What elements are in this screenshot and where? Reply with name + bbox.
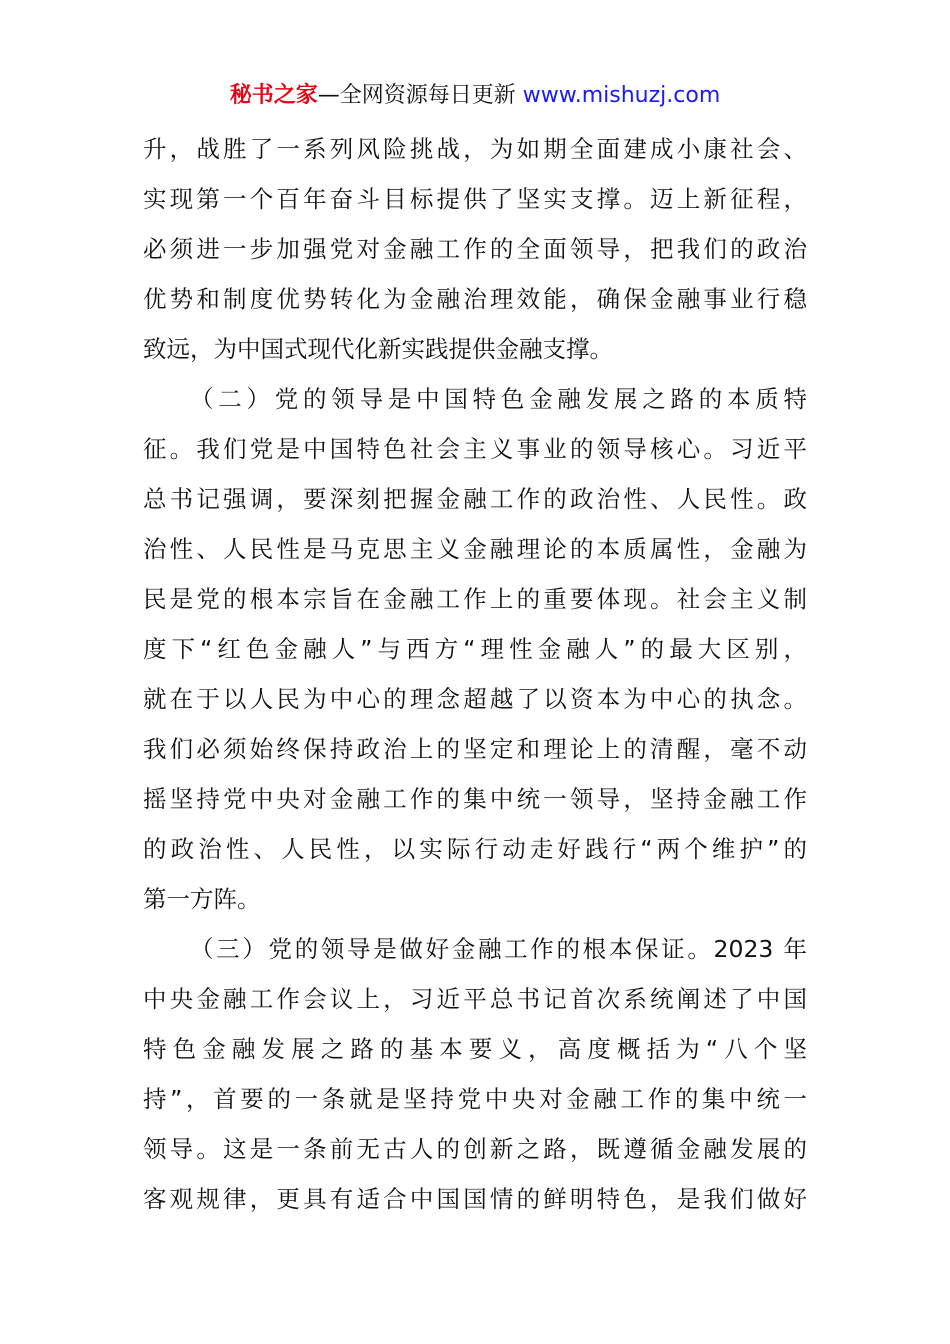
text-line: 度下“红色金融人”与西方“理性金融人”的最大区别， [143,635,807,663]
section-heading-line: （三）党的领导是做好金融工作的根本保证。2023 年 [190,935,807,963]
text-line: 征。我们党是中国特色社会主义事业的领导核心。习近平 [143,435,807,463]
text-line: 的政治性、人民性，以实际行动走好践行“两个维护”的 [143,835,807,863]
text-line: 治性、人民性是马克思主义金融理论的本质属性，金融为 [143,535,807,563]
text-line: 就在于以人民为中心的理念超越了以资本为中心的执念。 [143,685,807,713]
text-line: 优势和制度优势转化为金融治理效能，确保金融事业行稳 [143,285,807,313]
text-line: 持”，首要的一条就是坚持党中央对金融工作的集中统一 [143,1085,807,1113]
document-body [143,124,807,1224]
text-line: 致远，为中国式现代化新实践提供金融支撑。 [143,335,613,363]
text-line: 我们必须始终保持政治上的坚定和理论上的清醒，毫不动 [143,735,807,763]
text-line: 第一方阵。 [143,885,261,913]
text-line: 实现第一个百年奋斗目标提供了坚实支撑。迈上新征程， [143,185,807,213]
text-line: 中央金融工作会议上，习近平总书记首次系统阐述了中国 [143,985,807,1013]
text-line: 摇坚持党中央对金融工作的集中统一领导，坚持金融工作 [143,785,807,813]
page-header [0,80,950,112]
text-line: 必须进一步加强党对金融工作的全面领导，把我们的政治 [143,235,807,263]
text-line: 总书记强调，要深刻把握金融工作的政治性、人民性。政 [143,485,807,513]
section-heading-line: （二）党的领导是中国特色金融发展之路的本质特 [190,385,807,413]
site-tagline: —全网资源每日更新 [317,83,516,108]
text-line: 客观规律，更具有适合中国国情的鲜明特色，是我们做好 [143,1185,807,1213]
site-url[interactable]: www.mishuzj.com [522,83,721,108]
text-line: 升，战胜了一系列风险挑战，为如期全面建成小康社会、 [143,135,807,163]
text-line: 特色金融发展之路的基本要义，高度概括为“八个坚 [143,1035,807,1063]
text-line: 领导。这是一条前无古人的创新之路，既遵循金融发展的 [143,1135,807,1163]
text-line: 民是党的根本宗旨在金融工作上的重要体现。社会主义制 [143,585,807,613]
site-brand: 秘书之家 [229,83,318,108]
